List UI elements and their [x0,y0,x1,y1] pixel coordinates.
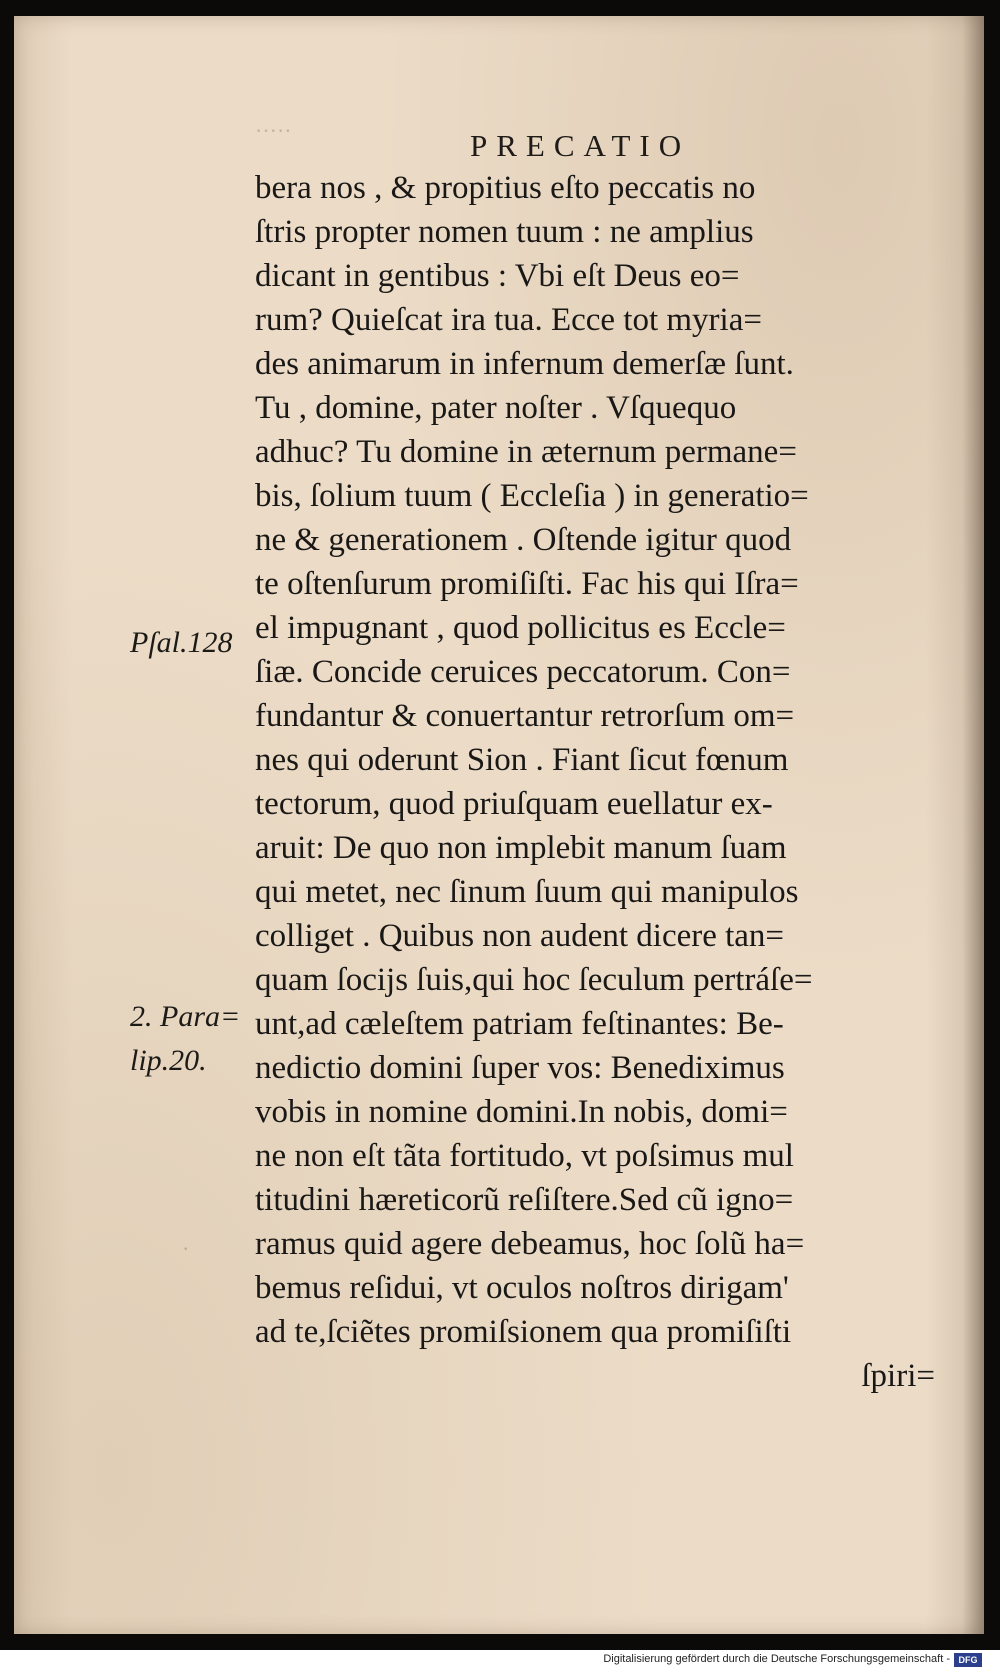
dfg-logo: DFG [954,1653,982,1667]
text-line: fundantur & conuertantur retrorſum om= [255,698,795,734]
text-line: te oſtenſurum promiſiſti. Fac his qui Iſra= [255,566,799,602]
text-line: el impugnant , quod pollicitus es Eccle= [255,610,786,646]
show-through-mark: ····· [255,118,292,143]
page-edge-shadow [962,16,984,1634]
show-through-mark: · [182,1236,190,1261]
text-line: bis, ſolium tuum ( Eccleſia ) in generatio= [255,478,809,514]
margin-note-psalm: Pſal.128 [130,626,233,659]
body-text [255,166,945,1398]
text-line: qui metet, nec ſinum ſuum qui manipulos [255,874,799,910]
text-line: nes qui oderunt Sion . Fiant ſicut fœnum [255,742,789,778]
margin-note-paralipomenon: lip.20. [130,1044,207,1077]
text-line: adhuc? Tu domine in æternum permane= [255,434,797,470]
text-line: ne & generationem . Oſtende igitur quod [255,522,792,558]
text-line: bemus reſidui, vt oculos noſtros dirigam' [255,1270,789,1306]
text-line: ne non eſt tãta fortitudo, vt poſsimus mul [255,1138,794,1174]
text-line: aruit: De quo non implebit manum ſuam [255,830,787,866]
text-line: ſiæ. Concide ceruices peccatorum. Con= [255,654,791,690]
text-line: ramus quid agere debeamus, hoc ſolũ ha= [255,1226,805,1262]
text-line: rum? Quieſcat ira tua. Ecce tot myria= [255,302,762,338]
text-line: unt,ad cæleſtem patriam feſtinantes: Be- [255,1006,784,1042]
text-line: bera nos , & propitius eſto peccatis no [255,170,756,206]
text-line: titudini hæreticorũ reſiſtere.Sed cũ igno= [255,1182,794,1218]
text-line: ſtris propter nomen tuum : ne amplius [255,214,754,250]
margin-note-paralipomenon: 2. Para= [130,1000,241,1033]
text-line: tectorum, quod priuſquam euellatur ex- [255,786,773,822]
text-line: nedictio domini ſuper vos: Benediximus [255,1050,785,1086]
text-line: dicant in gentibus : Vbi eſt Deus eo= [255,258,740,294]
text-line: colliget . Quibus non audent dicere tan= [255,918,785,954]
text-line: Tu , domine, pater noſter . Vſquequo [255,390,737,426]
text-line: quam ſocijs ſuis,qui hoc ſeculum pertráſe= [255,962,813,998]
text-line: ad te,ſciẽtes promiſsionem qua promiſiſti [255,1314,792,1350]
text-line: des animarum in infernum demerſæ ſunt. [255,346,794,382]
funding-credit: Digitalisierung gefördert durch die Deutsche Forschungsgemeinschaft - [603,1653,950,1665]
running-head: PRECATIO [470,128,691,163]
text-line: vobis in nomine domini.In nobis, domi= [255,1094,788,1130]
catchword: ſpiri= [861,1358,935,1394]
